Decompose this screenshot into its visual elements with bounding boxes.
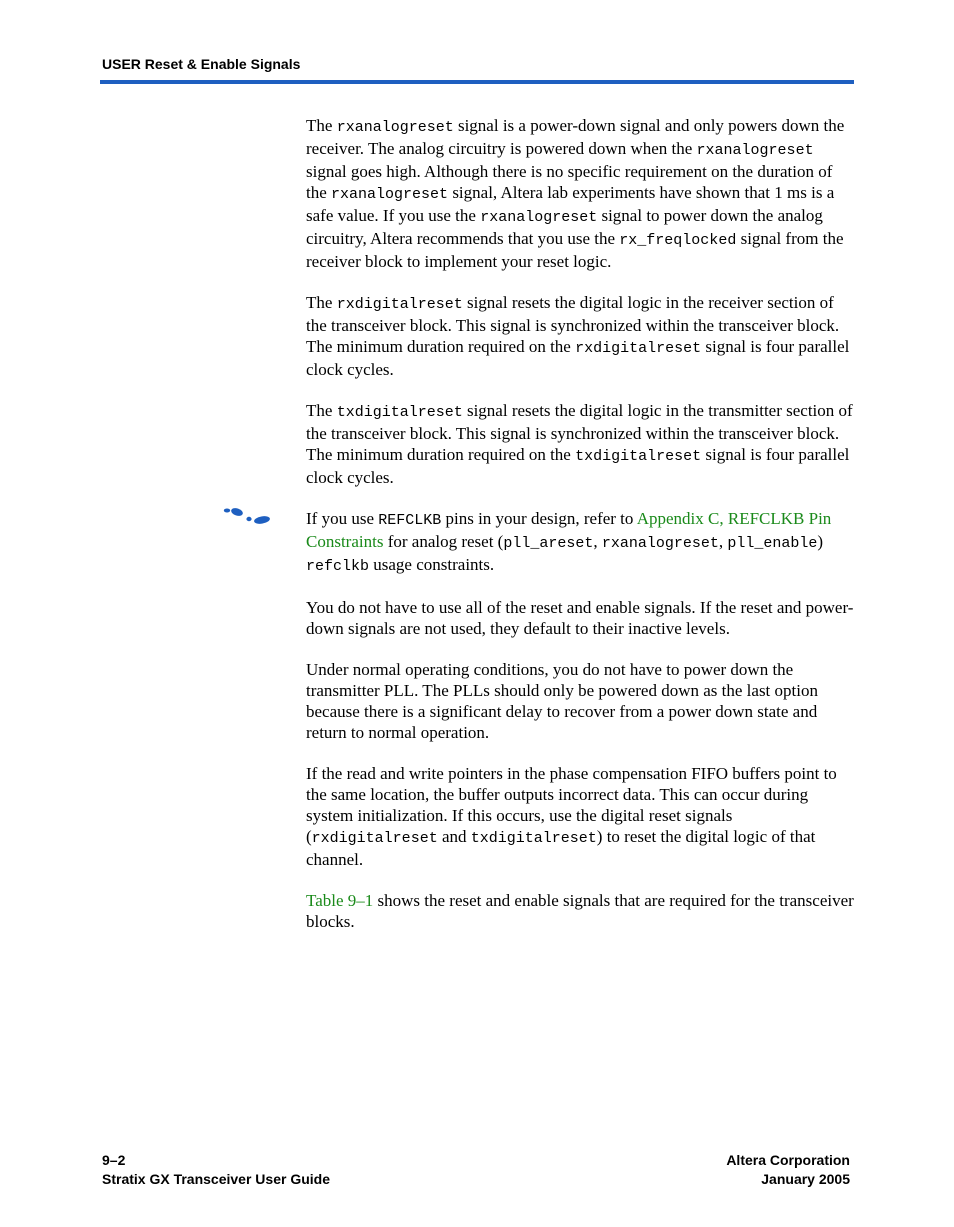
- paragraph-table-reference: Table 9–1 shows the reset and enable signals that are required for the transceiver blocks.: [306, 891, 854, 931]
- code-term: rxanalogreset: [331, 186, 449, 203]
- code-term: rx_freqlocked: [619, 232, 737, 249]
- code-term: txdigitalreset: [336, 404, 463, 421]
- code-term: txdigitalreset: [470, 830, 597, 847]
- paragraph-unused-signals: You do not have to use all of the reset and enable signals. If the reset and power-down signals are not used, they default to their inactive levels.: [306, 598, 854, 638]
- code-term: pll_enable: [727, 535, 818, 552]
- code-term: rxdigitalreset: [311, 830, 438, 847]
- code-term: rxanalogreset: [480, 209, 598, 226]
- code-term: rxanalogreset: [336, 119, 454, 136]
- footer-right: [726, 1151, 850, 1189]
- code-term: refclkb: [306, 558, 370, 575]
- paragraph-fifo-pointers: If the read and write pointers in the phase compensation FIFO buffers point to the same location, the buffer outputs incorrect data. This can occur during system initialization. If this occurs, use the digital reset signals (rxdigitalreset and txdigitalreset) to reset the digital logic of that channel.: [306, 764, 837, 869]
- footer-left: [102, 1151, 330, 1189]
- code-term: rxanalogreset: [696, 142, 814, 159]
- note-refclkb: If you use REFCLKB pins in your design, refer to Appendix C, REFCLKB Pin Constraints for analog reset (pll_areset, rxanalogreset, pll_enable) refclkb usage constraints.: [306, 509, 832, 575]
- code-term: rxanalogreset: [601, 535, 719, 552]
- code-term: REFCLKB: [378, 512, 442, 529]
- code-term: rxdigitalreset: [575, 340, 702, 357]
- note-block: [306, 508, 854, 577]
- running-header: USER Reset & Enable Signals: [102, 56, 301, 72]
- body-text: [306, 115, 854, 952]
- header-rule: [100, 80, 854, 84]
- code-term: txdigitalreset: [575, 448, 702, 465]
- paragraph-rxdigitalreset: The rxdigitalreset signal resets the digital logic in the receiver section of the transceiver block. This signal is synchronized within the transceiver block. The minimum duration required on the rxdigitalreset signal is four parallel clock cycles.: [306, 293, 850, 379]
- company-name: Altera Corporation: [726, 1152, 850, 1168]
- appendix-c-link[interactable]: Appendix C, REFCLKB Pin Constraints: [306, 509, 832, 551]
- guide-title: Stratix GX Transceiver User Guide: [102, 1171, 330, 1187]
- paragraph-txdigitalreset: The txdigitalreset signal resets the digital logic in the transmitter section of the transceiver block. This signal is synchronized within the transceiver block. The minimum duration required on the txdigitalreset signal is four parallel clock cycles.: [306, 401, 853, 487]
- code-term: rxdigitalreset: [336, 296, 463, 313]
- paragraph-transmitter-pll: Under normal operating conditions, you do not have to power down the transmitter PLL. The PLLs should only be powered down as the last option because there is a significant delay to recover from a power down state and return to normal operation.: [306, 660, 818, 742]
- table-9-1-link[interactable]: Table 9–1: [306, 891, 374, 910]
- publication-date: January 2005: [761, 1171, 850, 1187]
- footprints-note-icon: [222, 508, 274, 526]
- page-number: 9–2: [102, 1152, 126, 1168]
- code-term: pll_areset: [503, 535, 594, 552]
- paragraph-rxanalogreset: The rxanalogreset signal is a power-down signal and only powers down the receiver. The analog circuitry is powered down when the rxanalogreset signal goes high. Although there is no specific requirement on the duration of the rxanalogreset signal, Altera lab experiments have shown that 1 ms is a safe value. If you use the rxanalogreset signal to power down the analog circuitry, Altera recommends that you use the rx_freqlocked signal from the receiver block to implement your reset logic.: [306, 116, 845, 271]
